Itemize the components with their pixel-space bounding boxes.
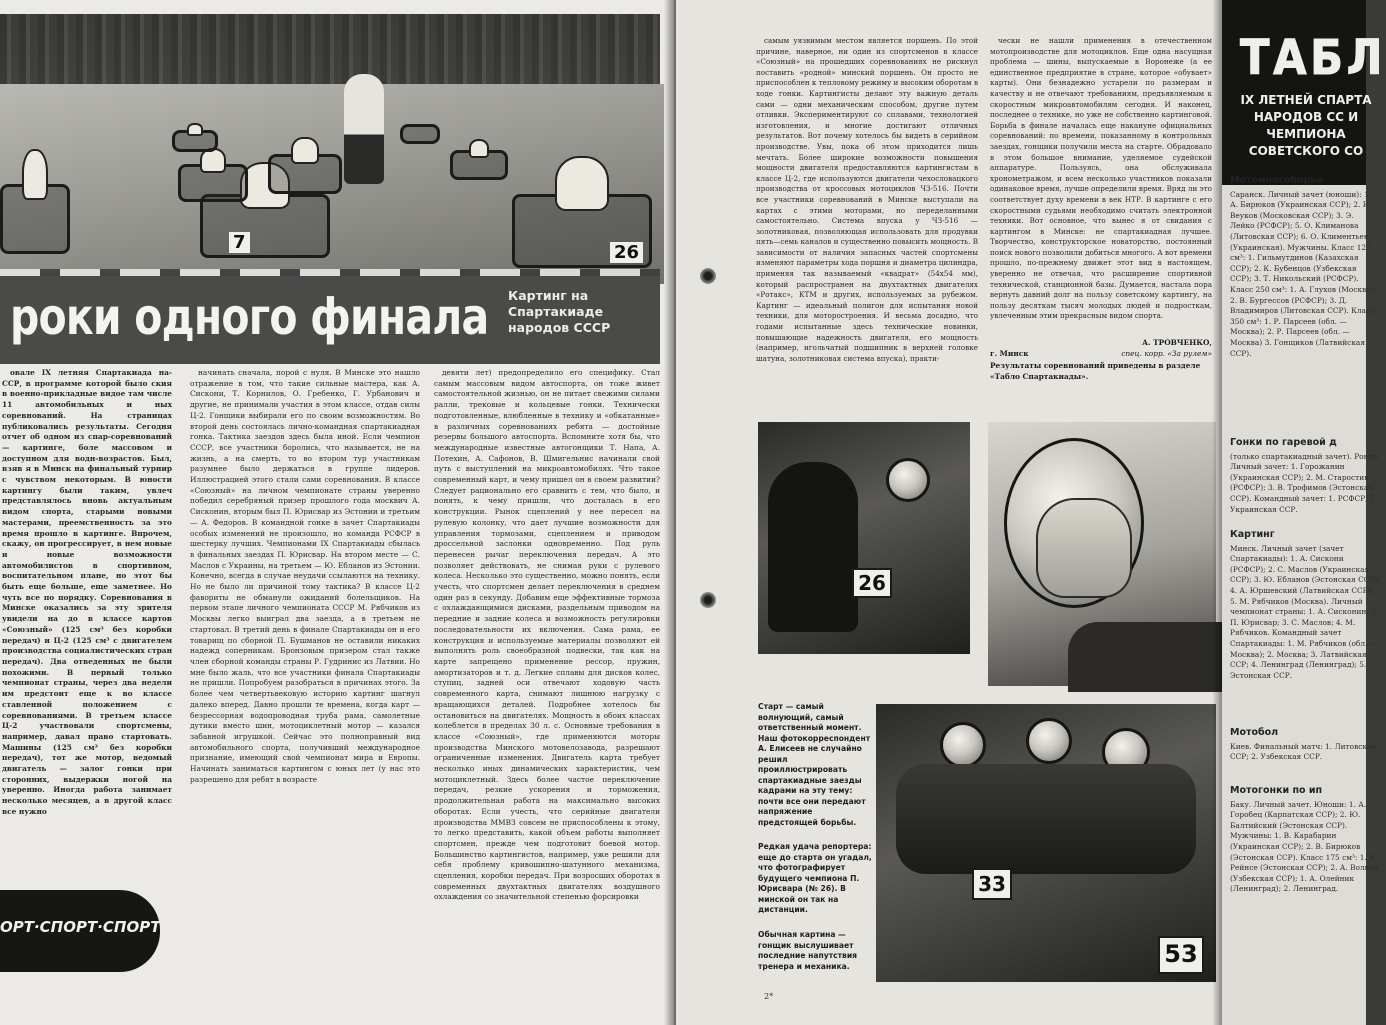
column-text: самым уязвимым местом является поршень. По этой причине, наверное, ни один из спортсменов в классе «Союзный» на прошедших соревнованиях не рискнул поставить «родной» минский поршень. Он просто не приспособлен к тепловому режиму и высоким оборотам в ходе гонки. Картингисты делают эту важную деталь сами — одни механическим способом, другие путем отливки. Экспериментируют со сплавами, технологией изготовления, и многие достигают отличных результатов. Вот почему хотелось бы видеть в серийном производстве. Увы, пока об этом приходится лишь мечтать. Более широкие возможности повышения мощности двигателя предоставляются картингистам в классе Ц-2, где используются двигатели чехословацкого производства от кроссовых мотоциклов ЧЗ-516. Почти все участники соревнований в Минске выступали на картах с этими моторами, но переделанными самостоятельно. Система впуска у ЧЗ-516 — золотниковая, позволяющая использовать для продувки пять—семь каналов и существенно повысить мощность. В зависимости от наличия запасных частей спортсмены изменяют параметры хода поршня и диаметра цилиндра, применяя так называемый «квадрат» (54х54 мм), который распространен на двухтактных двигателях «Ротакс», КТМ и других, используемых за рубежом. Картинг — идеальный полигон для испытания новой техники, для моторостроения. И весьма досадно, что годами испытанные здесь технические новинки, повышающие надежность двигателя, его мощность (например, игольчатый подшипник в верхней головке шатуна, золотниковая система впуска), практи- <box>756 36 978 363</box>
results-section <box>1230 786 1380 1016</box>
section-heading: Мотомногоборье <box>1230 175 1323 186</box>
tablo-header <box>1222 0 1386 185</box>
section-heading: Мотогонки по ип <box>1230 785 1323 796</box>
article-column-3 <box>434 368 660 978</box>
right-page <box>676 0 1222 1025</box>
section-heading: Картинг <box>1230 529 1275 540</box>
column-text: начинать сначала, порой с нуля. В Минске это нашло отражение в том, что такие сильные мастера, как А. Сискони, Т. Корнилов, О. Гребенко, Г. Урбанович и другие, не принимали участия в этом классе, отдав силы Ц-2. Гонщики выбирали его по своим возможностям. Во второй день состоялась лично-командная спартакиадная гонка. Тактика заездов здесь была иной. Если чемпион СССР, все участники боролись, что называется, не на жизнь, а на смерть, то во втором тур участникам разумнее было держаться в группе лидеров. Иллюстрацией этого стали сами соревнования. В классе «Союзный» на личном чемпионате страны уверенно победил серебряный призер прошлого года москвич А. Сисконин, вторым был П. Юрисвар из Эстонии и третьим — А. Федоров. В командной гонке в зачет Спартакиады особых изменений не произошло, но команда РСФСР в шестерку лучших. Чемпионами IX Спартакиады сбылась в финальных заездах П. Юрисвар. На втором месте — С. Маслов с Украины, на третьем — Ю. Ебланов из Эстонии. Конечно, всегда в случае неудачи ссылаются на технику. Но не было ли причиной тому тактика? В классе Ц-2 фавориты не обманули ожиданий болельщиков. На первом этапе личного чемпионата СССР М. Рябчиков из Москвы легко выиграл два заезда, а в третьем не стартовал. В третий день в финале Спартакиады он и его товарищ по сборной П. Бушманов не оставили никаких надежд соперникам. Бронзовым призером стал также член сборной команды страны Р. Гудринис из Латвии. Но мне было жаль, что все участники финала Спартакиады не пришли. Попробуем разобраться в причинах этого. За более чем четвертьвековую историю картинг шагнул далеко вперед. Давно прошли те времена, когда карт — безрессорная водопроводная труба рама, самолетные дутики вместо шин, мотоциклетный мотор — казался забавной игрушкой. Сейчас это полноправный вид автомобильного спорта, получивший международное признание, имеющий свой чемпионат мира и Европы. Начинать заниматься картингом с юных лет (у нас это разрешено для ребят в возрасте <box>190 368 420 784</box>
results-section <box>1230 530 1380 720</box>
driver-face <box>1036 498 1132 598</box>
results-section <box>1230 176 1380 426</box>
dateline-city: г. Минск <box>990 348 1029 358</box>
kart-pack <box>268 154 342 194</box>
kart-26 <box>512 194 652 268</box>
column-text: девяти лет) предопределило его специфику. Стал самым массовым видом автоспорта, он тоже живет самостоятельной жизнью, он не питает свежими силами ралли, трековые и кольцевые гонки. Технически подготовленные, влюбленные в технику и «обкатанные» в различных соревнованиях ребята — достойные резервы большого автоспорта. Вспомните хотя бы, что международные известные автогонщики Т. Напа, А. Потехин, А. Сафонов, В. Шмигельнис начинали свой путь с выступлений на микроавтомобилях. Что такое современный карт, и чему пришел он в своем развитии? Следует рационально его сравнить с тем, что было, и понять, к чему пришли, что досталась в его конструкции. Рынок сцеплений у нее пересел на рулевую колонку, что дает лучшие возможности для управления тормозами, сцеплением и приводом дроссельной заслонки одновременно. Под руль перенесен рычаг переключения передач. А это позволяет действовать, не снимая руки с рулевого колеса. Несколько это существенно, можно понять, если учесть, что спортсмен делает переключения в среднем один раз в секунду. Добавим еще эффективные тормоза с охлаждающимися дисками, раздельным приводом на передние и задние колеса и возможность регулировки последовательности их включения. Сама рама, ее конструкция и используемые материалы позволяют ей выполнять роль своеобразной подвески, так как на карте запрещено применение рессор, пружин, амортизаторов и т. д. Легкие сплавы для дисков колес, ступиц, задней оси отвечают ходовую часть современного карта, снимают лишнюю нагрузку с вращающихся деталей. Подробнее хотелось бы остановиться на двигателях. Мощность в обоих классах колеблется в пределах 30 л. с. Основные требования в классе «Союзный», где применяются моторы производства Минского мотовелозавода, разрешают ограниченные изменения. Двигатель карта требует несколько иных динамических характеристик, чем мотоциклетный. Здесь более частое переключение передач, резкие ускорения и торможения, продолжительная работа на максимально высоких оборотах. Если учесть, что серийные двигатели производства ММВЗ совсем не приспособлены к этому, то легко представить, какой объем работы выполняет спортсмен, прежде чем подготовит боевой мотор. Большинство картингистов, например, уже решили для себя проблему кривошипно-шатунного механизма, сцепления, коробки передач. При возросших оборотах в современных двухтактных двигателях воздушного охлаждения со значительной степенью форсировки <box>434 368 660 902</box>
kart-number: 7 <box>229 232 250 253</box>
driver-group <box>896 764 1196 874</box>
kart-pack <box>400 124 440 144</box>
section-text: Минск. Личный зачет (зачет Спартакиады): 1. А. Сискони (РСФСР); 2. С. Маслов (Украинская ССР); 3. Ю. Ебланов (Эстонская ССР); 4. А. Юршевский (Латвийская ССР); 5. М. Рябчиков (Москва). Личный чемпионат страны: 1. А. Сисконин; 2. П. Юрисвар; 3. С. Маслов; 4. М. Рябчиков. Командный зачет Спартакиады: 1. М. Рябчиков (обл. — Москва); 2. Москва; 3. Латвийская ССР; 4. Ленинград (Ленинград); 5. Эстонская ССР. <box>1230 543 1380 680</box>
photo-driver-closeup <box>988 422 1216 686</box>
photo-caption-start: Старт — самый волнующий, самый ответственный момент. Наш фотокорреспондент А. Елисеев не случайно решил проиллюстрировать спартакиадные заезды кадрами на эту тему: почти все они передают напряжение предстоящей борьбы. <box>758 702 871 827</box>
section-text: Баку. Личный зачет. Юноши: 1. А. Горобец (Карпатская ССР); 2. Ю. Балтийский (Эстонская ССР). Мужчины: 1. В. Карабарин (Украинская ССР); 2. В. Бирюков (Эстонская ССР). Класс 175 см³: 1. В. Рейнсе (Эстонская ССР); 2. А. Волков (Узбекская ССР); 1. А. Олейник (Ленинград); 2. Ленинград. <box>1230 799 1378 894</box>
kart-left <box>0 184 70 254</box>
staple-hole <box>700 268 716 284</box>
driver-helmet <box>469 139 490 158</box>
kart-plate: 26 <box>852 568 892 598</box>
photo-caption-champion: Редкая удача репортера: еще до старта он угадал, что фотографирует будущего чемпиона П. Юрисвара (№ 26). В минской он так на дистанции. <box>758 842 872 914</box>
tablo-title: ТАБЛ <box>1240 30 1386 86</box>
author-role: спец. корр. «За рулем» <box>1121 348 1212 358</box>
staple-hole <box>700 592 716 608</box>
article-column-5 <box>990 36 1212 336</box>
kart-plate: 33 <box>972 868 1012 900</box>
driver-hands <box>1068 622 1228 692</box>
byline <box>990 338 1212 382</box>
driver-helmet <box>886 458 930 502</box>
article-title: роки одного финала <box>10 288 489 346</box>
column-text: овале IX летняя Спартакиада на-ССР, в программе которой было ския в военно-прикладные видое там числе 11 автомобильных и ных соревнований. На страницах публиковались результаты. Сегодня отчет об одном из спар-соревнований — картинге, боле массовом и доступном для водн-возрастов. Был, взяв я в Минск на финальный турнир с чувством некоторым. В юности картингу были таким, увлеч представлялось вновь актуальным видом спорта, старыми новыми мастерами, преемственность за это время прошло в картинге. Впрочем, скажу, он прогрессирует, в нем новые и новые возможности автомобилистов в спортивном, воспитательном плане, но этот бы быть еще больше, еще заметнее. Но чуть все по порядку. Соревнования в Минске оказались за эту зрителя увидели на до в классе картов «Союзный» (125 см³ без коробки передач) и Ц-2 (125 см³ с двигателем производства социалистических стран передач). Два отведенных не были похожими. В первый только чемпионат страны, через два недели им предстоит еще к во классе ставленной положением с соревнованиями. В третьем классе Ц-2 участвовали спортсмены, например, давал право стартовать. Машины (125 см³ без коробки передач), тот же мотор, ведомый двигатель — залог гонки при сторонних, выдержки ногой на уверенно. Иногда работа занимает несколько месяцев, а в другой класс все нужно <box>2 368 172 816</box>
author-name: А. ТРОВЧЕНКО, <box>1141 338 1212 347</box>
kart-pack <box>172 130 218 152</box>
kart-pack <box>450 150 508 180</box>
driver-helmet <box>291 137 318 164</box>
kart-plate: 53 <box>1158 936 1204 974</box>
race-official-figure <box>344 74 384 184</box>
mechanic-silhouette <box>768 462 858 632</box>
article-column-1 <box>2 368 172 888</box>
driver-helmet <box>555 156 609 210</box>
driver-helmet <box>22 149 48 200</box>
section-heading: Гонки по гаревой д <box>1230 437 1337 448</box>
kart-7 <box>200 194 330 258</box>
results-section <box>1230 728 1380 778</box>
driver-helmet <box>940 722 986 768</box>
headline-banner <box>0 276 660 364</box>
article-subtitle: Картинг на Спартакиаде народов СССР <box>508 288 611 335</box>
driver-helmet <box>187 123 203 136</box>
tree-line <box>0 14 660 84</box>
kart-number: 26 <box>610 242 643 263</box>
tablo-subtitle: IX ЛЕТНЕЙ СПАРТА НАРОДОВ СС И ЧЕМПИОНА СОВЕТСКОГО СО <box>1240 93 1372 158</box>
article-column-2 <box>190 368 420 978</box>
left-page <box>0 0 674 1025</box>
driver-helmet <box>1026 718 1072 764</box>
results-section <box>1230 438 1380 528</box>
tablo-page <box>1222 0 1386 1025</box>
kart-pack <box>178 164 248 202</box>
section-text: Киев. Финальный матч: 1. Литовская ССР; 2. Узбекская ССР. <box>1230 741 1377 762</box>
section-text: Саранск. Личный зачет (юноши): 1. А. Бирюков (Украинская ССР); 2. В. Веуков (Московская ССР); 3. Э. Лейко (РСФСР); 5. О. Климанова (Литовская ССР); 6. О. Климентьев (Украинская). Мужчины. Класс 125 см³: 1. Гильмутдинов (Казахская ССР); 2. К. Бубенцов (Узбекская ССР); 3. Т. Никольский (РСФСР). Класс 250 см³: 1. А. Глухов (Москва); 2. В. Бургессов (РСФСР); 3. Д. Владимиров (Литовская ССР). Класс 350 см³: 1. Р. Парсеев (обл. — Москва); 2. Р. Парсеев (обл. — Москва) 3. Гонщиков (Латвийская ССР). <box>1230 189 1376 358</box>
section-text: (только спартакиадный зачет). Ровно. Личный зачет: 1. Горожанин (Украинская ССР); 2. М. Старостин (РСФСР); 3. В. Трофимов (Эстонская ССР). Командный зачет: 1. РСФСР; 2. Украинская ССР. <box>1230 451 1380 514</box>
photo-caption-coach: Обычная картина — гонщик выслушивает последние напутствия тренера и механика. <box>758 930 858 971</box>
race-start-photo <box>0 14 660 276</box>
section-heading: Мотобол <box>1230 727 1279 738</box>
photo-drivers-grid <box>876 704 1216 982</box>
article-column-4 <box>756 36 978 418</box>
sport-logo-text: ОРТ·СПОРТ·СПОРТ <box>0 918 161 936</box>
photo-kart-26-mechanic <box>758 422 970 654</box>
page-number: 2* <box>764 992 774 1001</box>
sport-logo <box>0 890 160 972</box>
column-text: чески не нашли применения в отечественном мотопроизводстве для мотоциклов. Еще одна насущная проблема — шины, выпускаемые в Воронеже (а ее единственное предприятие в стране, которое «обувает» карты). Они безнадежно устарели по размерам и качеству и не отвечают требованиям, предъявляемым к скоростным микроавтомобилям сегодня. И наконец, последнее о технике, но уже не собственно картинговой. Борьба в финале началась еще накануне официальных соревнований: по времени, показанному в контрольных заездах, гонщики получили места на старте. Обрадовало в этом большое внимание, уделяемое судейской аппаратуре. Пользуясь, она обслуживала хронометражом, и всем несколько участников показали одинаковое время, лучше определили время. Вряд ли это соответствует духу времени в век НТР. В картинге с его скоростными судьями необходимо считать электронной техники. Вот основное, что вынес я от свидания с картингом в Минске: не спартакиадная лучшее. Творчество, конструкторское новаторство, постоянный поиск нового позволили добиться многого. А вот времени прошло, по-прежнему движет этот вид в настоящем, уверенно не отвечая, что расширение спортивной технической, станционной базы. Думается, настала пора вернуть давний долг на пользу советскому картингу, на пользу десяткам тысяч молодых людей и подросткам, увлеченным этим прекрасным видом спорта. <box>990 36 1212 321</box>
results-note: Результаты соревнований приведены в разделе «Табло Спартакиады». <box>990 361 1201 381</box>
